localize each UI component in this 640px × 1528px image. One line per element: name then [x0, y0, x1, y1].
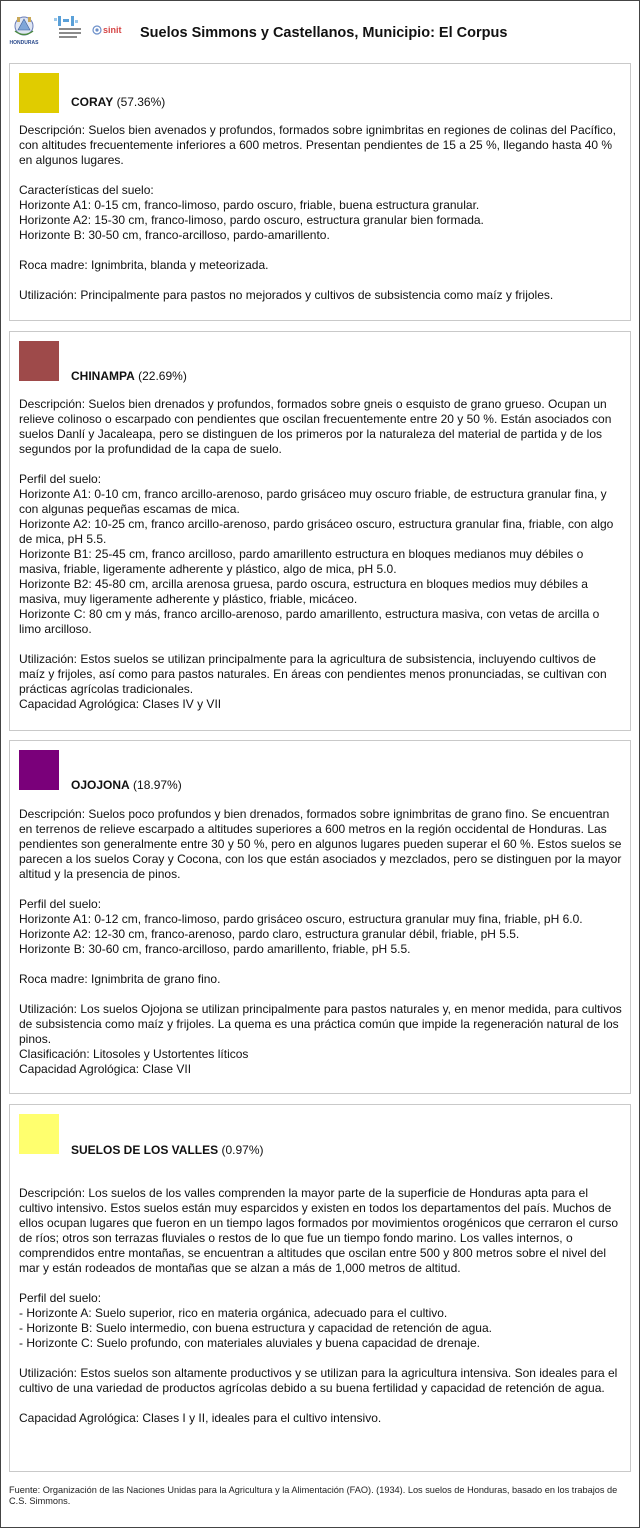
soil-percent: (57.36%): [116, 95, 166, 109]
svg-text:sinit: sinit: [103, 25, 122, 35]
soil-description: Descripción: Suelos poco profundos y bien drenados, formados sobre ignimbritas de grano fino. Se encuentran en terrenos de relieve escarpado a altitudes superiores a 600 metros en la región occidental de Honduras. Las pendientes son generalmente entre 30 y 50 %, pero en algunos lugares pueden superar el 60 %. Estos suelos se parecen a los suelos Coray y Cocona, con los que están asociados y mezclados, pero se distinguen por la mayor altitud y la presencia de pinos. Perfil del suelo: Horizonte A1: 0-12 cm, franco-limoso, pardo grisáceo oscuro, estructura granular muy fina, friable, pH 6.0. Horizonte A2: 12-30 cm, franco-arenoso, pardo claro, estructura granular débil, friable, pH 5.5. Horizonte B: 30-60 cm, franco-arcilloso, pardo amarillento, friable, pH 5.5. Roca madre: Ignimbrita de grano fino. Utilización: Los suelos Ojojona se utilizan principalmente para pastos naturales y, en menor medida, para cultivos de subsistencia como maíz y frijoles. La quema es una práctica común que impide la regeneración natural de los pinos. Clasificación: Litosoles y Ustortentes líticos Capacidad Agrológica: Clase VII: [19, 807, 622, 1076]
soil-description: Descripción: Los suelos de los valles comprenden la mayor parte de la superficie de Honduras apta para el cultivo intensivo. Estos suelos están muy esparcidos y existen en todos los departamentos del país. Muchos de ellos ocupan lugares que fueron en un tiempo lagos formados por movimientos orogénicos que cerraron el curso de ríos; otros son terrazas fluviales o restos de lo que fue un tiempo fondo marino. Los valles internos, o comprendidos entre montañas, se encuentran a altitudes que oscilan entre 500 y 800 metros sobre el nivel del mar y están rodeados de montañas que se alzan a más de 1,000 metros de altitud. Perfil del suelo: - Horizonte A: Suelo superior, rico en materia orgánica, adecuado para el cultivo. - Horizonte B: Suelo intermedio, con buena estructura y capacidad de retención de agua. - Horizonte C: Suelo profundo, con materiales aluviales y buena capacidad de drenaje. Utilización: Estos suelos son altamente productivos y se utilizan para la agricultura intensiva. Son ideales para el cultivo de una variedad de productos agrícolas debido a su buena fertilidad y capacidad de retención de agua. Capacidad Agrológica: Clases I y II, ideales para el cultivo intensivo.: [19, 1186, 619, 1425]
svg-text:HONDURAS: HONDURAS: [9, 40, 39, 46]
soil-card-ojojona: [9, 740, 631, 1094]
sinit-logo-icon: [92, 22, 130, 38]
soil-name-label: CHINAMPA: [71, 369, 135, 383]
source-footer: Fuente: Organización de las Naciones Unidas para la Agricultura y la Alimentación (FAO). (1934). Los suelos de Honduras, basado en los trabajos de C.S. Simmons.: [9, 1485, 618, 1506]
page-title: Suelos Simmons y Castellanos, Municipio: El Corpus: [140, 25, 508, 41]
soil-name-label: OJOJONA: [71, 778, 130, 792]
soil-name: [71, 1143, 264, 1158]
soil-percent: (18.97%): [133, 778, 182, 792]
honduras-coat-of-arms-icon: [8, 14, 40, 46]
soil-description: Descripción: Suelos bien drenados y profundos, formados sobre gneis o esquisto de grano grueso. Ocupan un relieve colinoso o escarpado con pendientes que oscilan frecuentemente entre 20 y 50 %. Están asociados con suelos Danlí y Jacaleapa, pero se distinguen de los primeros por la naturaleza del material de partida y de los segundos por la profundidad de la capa de suelo. Perfil del suelo: Horizonte A1: 0-10 cm, franco arcillo-arenoso, pardo grisáceo muy oscuro friable, de estructura granular fina, y con algunas pequeñas escamas de mica. Horizonte A2: 10-25 cm, franco arcillo-arenoso, pardo grisáceo oscuro, estructura granular fina, friable, con algo de mica, pH 5.5. Horizonte B1: 25-45 cm, franco arcilloso, pardo amarillento estructura en bloques medianos muy débiles o masiva, friable, ligeramente adherente y plástico, algo de mica, pH 5.0. Horizonte B2: 45-80 cm, arcilla arenosa gruesa, pardo oscura, estructura en bloques medios muy débiles a masiva, muy ligeramente adherente y plástico, friable, micáceo. Horizonte C: 80 cm y más, franco arcillo-arenoso, pardo amarillento, estructura masiva, con vetas de arcilla o limo arcilloso. Utilización: Estos suelos se utilizan principalmente para la agricultura de subsistencia, incluyendo cultivos de maíz y frijoles, así como para pastos naturales. En áreas con pendientes menos pronunciadas, se cultivan con prácticas agrícolas tradicionales. Capacidad Agrológica: Clases IV y VII: [19, 397, 614, 711]
soil-color-swatch: [19, 73, 59, 113]
soil-card-suelos-de-los-valles: [9, 1104, 631, 1472]
soil-percent: (22.69%): [138, 369, 187, 383]
soil-name: [71, 778, 182, 793]
page-header: [0, 0, 638, 58]
soil-color-swatch: [19, 341, 59, 381]
soil-name-label: CORAY: [71, 95, 114, 109]
soil-color-swatch: [19, 1114, 59, 1154]
secretaria-planificacion-logo-icon: [46, 14, 86, 44]
soil-name-label: SUELOS DE LOS VALLES: [71, 1143, 219, 1157]
soil-description: Descripción: Suelos bien avenados y profundos, formados sobre ignimbritas en regiones de colinas del Pacífico, con altitudes frecuentemente inferiores a 600 metros. Presentan pendientes de 15 a 25 %, llegando hasta 40 % en algunos lugares. Características del suelo: Horizonte A1: 0-15 cm, franco-limoso, pardo oscuro, friable, buena estructura granular. Horizonte A2: 15-30 cm, franco-limoso, pardo oscuro, estructura granular bien formada. Horizonte B: 30-50 cm, franco-arcilloso, pardo-amarillento. Roca madre: Ignimbrita, blanda y meteorizada. Utilización: Principalmente para pastos no mejorados y cultivos de subsistencia como maíz y frijoles.: [19, 123, 616, 302]
soil-color-swatch: [19, 750, 59, 790]
soil-card-chinampa: [9, 331, 631, 731]
soil-percent: (0.97%): [221, 1143, 264, 1157]
soil-name: [71, 369, 187, 384]
soil-card-coray: [9, 63, 631, 321]
soil-name: [71, 95, 165, 110]
